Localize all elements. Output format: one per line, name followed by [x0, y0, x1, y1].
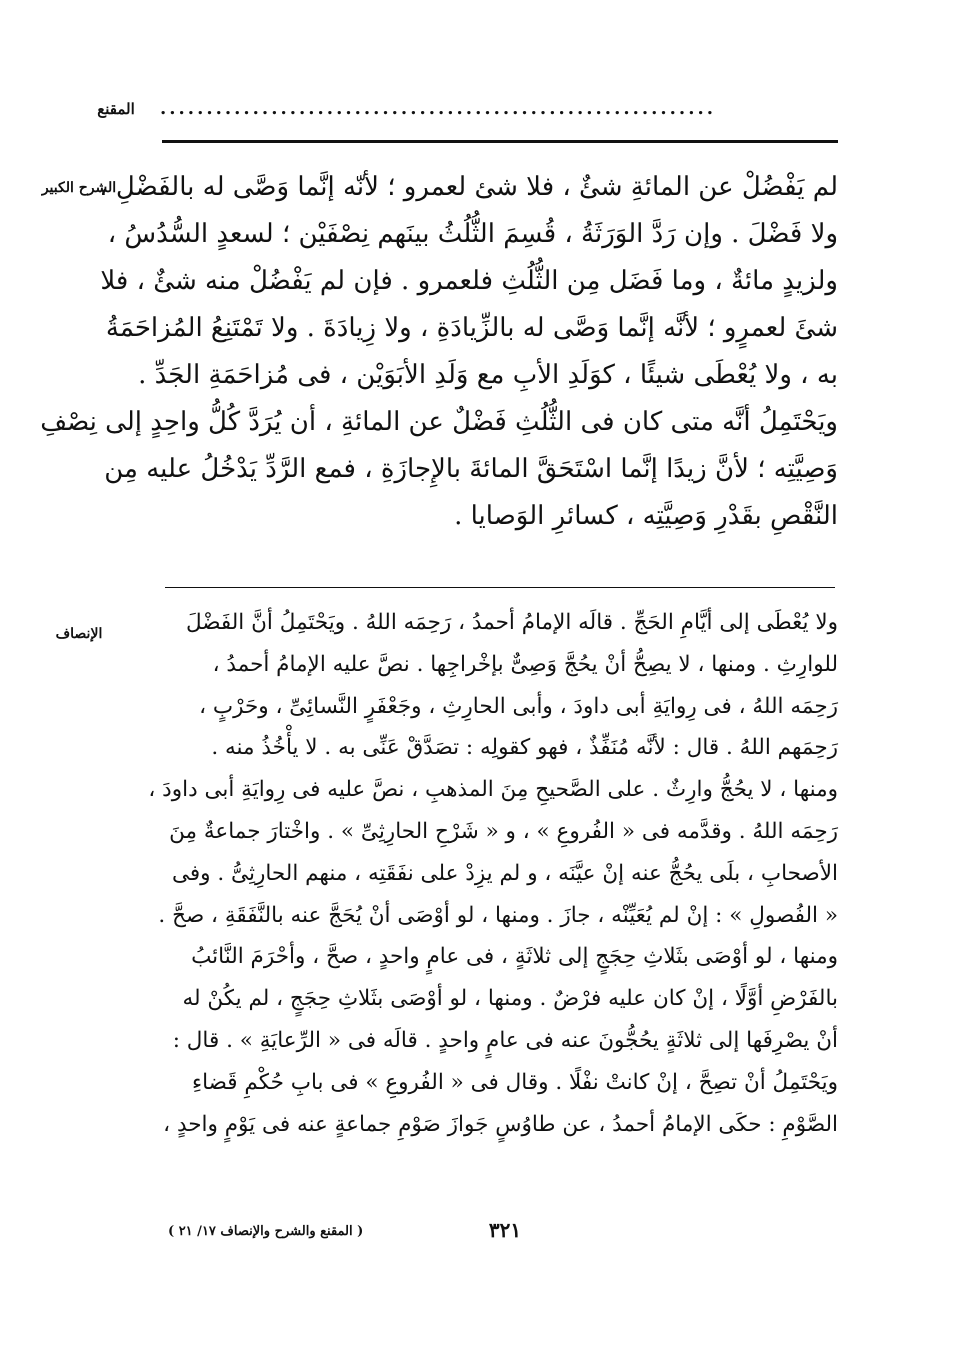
text-line: ومنها ، لا يحُجُّ وارِثٌ . على الصَّحيحِ مِنَ المذهبِ ، نصَّ عليه فى رِوايَةِ أبى داودَ ،	[148, 777, 838, 803]
text-line: ويَحْتَمِلُ أنْ تصِحَّ ، إنْ كانتْ نفْلًا . وقال فى « الفُروعِ » فى بابِ حُكْمِ قَضاءِ	[191, 1069, 838, 1095]
text-line: الأصحابِ ، بلَى يحُجُّ عنه إنْ عيَّنَه ، و لم يزِدْ على نفَقَتِه ، منهم الحارِثِىُّ . وفى	[171, 860, 838, 886]
text-line: لم يَفْضُلْ عن المائةِ شئٌ ، فلا شئ لعمرو ؛ لأنّه إنَّما وَصَّى له بالفَضْلِ ،	[99, 172, 838, 202]
text-line: الصَّوْمِ : حكَى الإمامُ أحمدُ ، عن طاوُسٍ جَوازَ صَوْمِ جماعةٍ عنه فى يَوْمٍ واحدٍ ،	[163, 1111, 838, 1137]
text-line: « الفُصولِ » : إنْ لم يُعَيِّنْه ، جازَ . ومنها ، لو أوْصَى أنْ يُحَجَّ عنه بالنَّفَقَةِ ، صحَّ .	[158, 902, 838, 928]
text-line: رَحِمَهم اللهُ . قال : لأنَّه مُنَفِّذٌ ، فهو كقولِه : تصَدَّقْ عَنِّى به . لا يأْخُذُ منه .	[211, 735, 838, 761]
text-line: وَصِيَّتِه ؛ لأنَّ زيدًا إنَّما اسْتَحَقَّ المائةَ بالإِجازَةِ ، فمع الرَّدِّ يَدْخُلُ عليه مِن	[104, 454, 838, 484]
text-line: ومنها ، لو أوْصَى بثَلاثِ حِجَجٍ إلى ثلاثَةٍ ، فى عامٍ واحدٍ ، صحَّ ، وأحْرَمَ النَّائبُ	[191, 944, 838, 970]
section-label-insaf: الإنصاف	[55, 626, 103, 642]
text-line: النَّقْصِ بقَدْرِ وَصِيَّتِه ، كسائرِ الوَصايا .	[454, 501, 838, 531]
header-rule	[162, 140, 838, 143]
text-line: ولزيدٍ مائةٌ ، وما فَضَل مِن الثُّلُثِ فلعمرو . فإن لم يَفْضُلْ منه شئٌ ، فلا	[100, 266, 838, 296]
text-line: أنْ يصْرِفَها إلى ثلاثَةٍ يحُجُّونَ عنه فى عامٍ واحدٍ . قالَه فى « الرِّعايَةِ » . قال :	[172, 1027, 838, 1053]
text-line: ولا يُعْطَى إلى أيَّامِ الحَجِّ . قالَه الإمامُ أحمدُ ، رَحِمَه اللهُ . ويَحْتَمِلُ أنَّ الفَضْلَ	[185, 610, 838, 635]
section-divider	[165, 587, 835, 588]
text-line: رَحِمَه اللهُ . وقدَّمه فى « الفُروعِ » ، و « شَرْحِ الحارِثِىِّ » . واخْتارَ جماعةٌ مِنَ	[169, 818, 838, 844]
text-line: ويَحْتَمِلُ أنَّه متى كان فى الثُّلُثِ فَضْلٌ عن المائةِ ، أن يُرَدَّ كُلُّ واحِدٍ إلى نِصْفِ	[40, 407, 838, 437]
volume-reference: ( المقنع والشرح والإنصاف ١٧/ ٢١ )	[168, 1224, 364, 1239]
insaf-text-block	[148, 602, 838, 1145]
text-line: شئَ لعمرٍو ؛ لأنَّه إنَّما وَصَّى له بالزِّيادَةِ ، ولا زِيادَةَ . ولا تَمْتَنِعُ المُزاحَمَةُ	[105, 313, 838, 343]
running-head-title: المقنع	[97, 100, 135, 118]
text-line: ولا فَضْلَ . وإن رَدَّ الوَرَثَةُ ، قُسِمَ الثُّلُثُ بينَهم نِصْفَيْن ؛ لسعدٍ السُّدُسُ ،	[107, 219, 838, 249]
page-number: ٣٢١	[488, 1218, 522, 1242]
text-line: به ، ولا يُعْطَى شيئًا ، كوَلَدِ الأبِ مع وَلَدِ الأبَوَيْن ، فى مُزاحَمَةِ الجَدِّ .	[138, 360, 838, 390]
text-line: بالفَرْضِ أوَّلًا ، إنْ كان عليه فرْضٌ . ومنها ، لو أوْصَى بثَلاثِ حِجَجٍ ، لم يكُنْ له	[182, 986, 838, 1012]
section-label-sharh: الشرح الكبير	[41, 180, 117, 196]
text-line: رَحِمَه اللهُ ، فى رِوايَةِ أبى داودَ ، وأبى الحارِثِ ، وجَعْفَرٍ النَّسائِىِّ ، وحَرْبٍ ،	[199, 693, 838, 719]
running-head-dots: ............................................................	[160, 98, 716, 119]
text-line: للوارِثِ . ومنها ، لا يصِحُّ أنْ يحُجَّ وَصِىٌّ بإخْراجِها . نصَّ عليه الإمامُ أحمدُ ،	[212, 651, 838, 677]
